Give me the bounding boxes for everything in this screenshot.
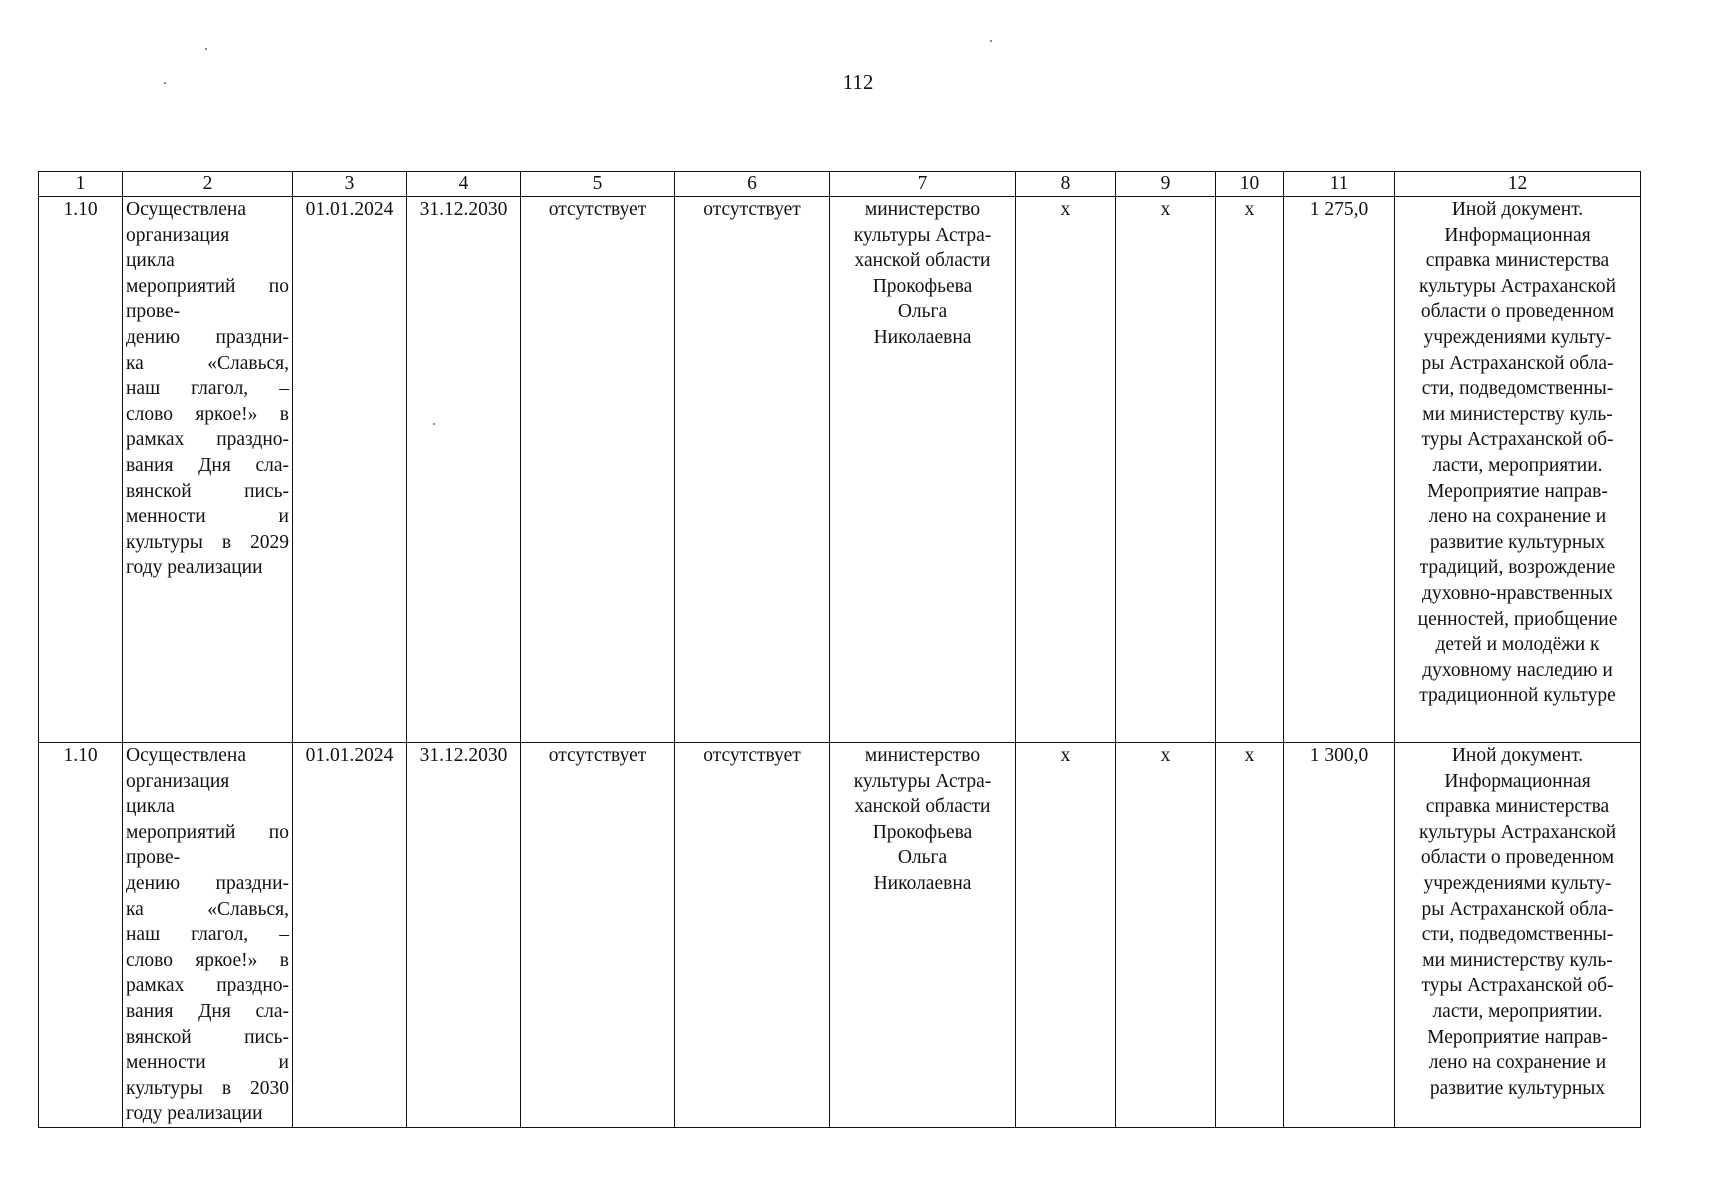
name-line: вянской пись-	[126, 480, 289, 502]
resp-line: ханской области	[854, 250, 991, 272]
confirming-document	[1395, 197, 1641, 743]
table-row	[39, 743, 1641, 1128]
doc-line: ми министерству куль-	[1422, 949, 1613, 971]
resp-line: культуры Астра-	[853, 770, 992, 792]
column-header: 9	[1116, 172, 1216, 197]
name-line: организация	[126, 770, 230, 792]
funding-amount: 1 275,0	[1284, 197, 1395, 743]
column-10-value: х	[1216, 743, 1284, 1128]
column-6-value: отсутствует	[675, 743, 830, 1128]
name-line: слово яркое!» в	[126, 403, 289, 425]
measure-name	[123, 197, 293, 743]
column-header: 2	[123, 172, 293, 197]
doc-line: сти, подведомственны-	[1421, 924, 1614, 946]
column-header: 10	[1216, 172, 1284, 197]
name-line: наш глагол, –	[126, 924, 289, 946]
column-10-value: х	[1216, 197, 1284, 743]
name-line: Осуществлена	[126, 199, 246, 220]
doc-line: учреждениями культу-	[1423, 326, 1612, 348]
scan-speck	[164, 82, 166, 84]
doc-line: области о проведенном	[1420, 301, 1615, 323]
name-line: менности и	[126, 506, 289, 528]
resp-line: Ольга	[897, 301, 948, 323]
doc-line: ласти, мероприятии.	[1432, 1000, 1603, 1022]
doc-line: Иной документ.	[1451, 199, 1584, 220]
resp-line: Ольга	[897, 847, 948, 869]
responsible-person	[830, 743, 1016, 1128]
column-header: 3	[293, 172, 407, 197]
measure-number: 1.10	[39, 743, 123, 1128]
column-header: 4	[407, 172, 521, 197]
doc-line: культуры Астраханской	[1418, 275, 1617, 297]
name-line: рамках праздно-	[126, 975, 289, 997]
responsible-person	[830, 197, 1016, 743]
doc-line: лено на сохранение и	[1428, 506, 1607, 528]
column-header: 1	[39, 172, 123, 197]
doc-line: духовному наследию и	[1422, 659, 1613, 681]
name-line: вания Дня сла-	[126, 1000, 289, 1022]
column-header: 7	[830, 172, 1016, 197]
doc-line: Мероприятие направ-	[1427, 480, 1608, 502]
doc-line: Мероприятие направ-	[1427, 1026, 1608, 1048]
doc-line: традиционной культуре	[1419, 685, 1616, 707]
measure-name	[123, 743, 293, 1128]
start-date: 01.01.2024	[293, 197, 407, 743]
doc-line: Информационная	[1444, 770, 1591, 792]
doc-line: культуры Астраханской	[1418, 821, 1617, 843]
doc-line: туры Астраханской об-	[1421, 975, 1614, 997]
doc-line: ласти, мероприятии.	[1432, 454, 1603, 476]
doc-line: учреждениями культу-	[1423, 872, 1612, 894]
name-line: культуры в 2029	[126, 531, 289, 553]
doc-line: справка министерства	[1425, 796, 1610, 818]
name-line: дению праздни-	[126, 326, 289, 348]
scan-speck	[990, 40, 992, 42]
funding-amount: 1 300,0	[1284, 743, 1395, 1128]
doc-line: ры Астраханской обла-	[1421, 352, 1614, 374]
resp-line: Прокофьева	[872, 821, 973, 843]
scan-speck	[205, 48, 207, 50]
column-header: 5	[521, 172, 675, 197]
doc-line: детей и молодёжи к	[1435, 634, 1600, 656]
doc-line: ры Астраханской обла-	[1421, 898, 1614, 920]
resp-line: Николаевна	[873, 872, 972, 894]
table-container	[38, 171, 1640, 1125]
resp-line: министерство	[864, 745, 981, 766]
end-date: 31.12.2030	[407, 743, 521, 1128]
doc-line: Информационная	[1444, 224, 1591, 246]
doc-line: духовно-нравственных	[1422, 582, 1613, 604]
resp-line: культуры Астра-	[853, 224, 992, 246]
column-8-value: х	[1016, 743, 1116, 1128]
column-header: 11	[1284, 172, 1395, 197]
doc-line: развитие культурных	[1429, 531, 1606, 553]
doc-line: сти, подведомственны-	[1421, 378, 1614, 400]
column-9-value: х	[1116, 743, 1216, 1128]
name-line: менности и	[126, 1052, 289, 1074]
start-date: 01.01.2024	[293, 743, 407, 1128]
doc-line: ценностей, приобщение	[1417, 608, 1618, 630]
name-line: вянской пись-	[126, 1026, 289, 1048]
name-line: цикла мероприятий по прове-	[126, 250, 289, 323]
column-8-value: х	[1016, 197, 1116, 743]
name-line: наш глагол, –	[126, 378, 289, 400]
column-5-value: отсутствует	[521, 743, 675, 1128]
resp-line: министерство	[864, 199, 981, 220]
name-line: организация	[126, 224, 230, 246]
name-line: Осуществлена	[126, 745, 246, 766]
confirming-document	[1395, 743, 1641, 1128]
name-line: рамках праздно-	[126, 429, 289, 451]
doc-line: туры Астраханской об-	[1421, 429, 1614, 451]
resp-line: Прокофьева	[872, 275, 973, 297]
name-line: слово яркое!» в	[126, 949, 289, 971]
end-date: 31.12.2030	[407, 197, 521, 743]
doc-line: лено на сохранение и	[1428, 1052, 1607, 1074]
measure-number: 1.10	[39, 197, 123, 743]
column-9-value: х	[1116, 197, 1216, 743]
name-line: вания Дня сла-	[126, 454, 289, 476]
doc-line: справка министерства	[1425, 250, 1610, 272]
name-line: культуры в 2030	[126, 1077, 289, 1099]
name-line: дению праздни-	[126, 872, 289, 894]
column-header: 12	[1395, 172, 1641, 197]
measures-table	[38, 171, 1641, 1128]
table-row	[39, 197, 1641, 743]
column-header: 8	[1016, 172, 1116, 197]
name-line: ка «Славься,	[126, 898, 289, 920]
resp-line: ханской области	[854, 796, 991, 818]
doc-line: ми министерству куль-	[1422, 403, 1613, 425]
header-row	[39, 172, 1641, 197]
name-line: году реализации	[126, 557, 263, 579]
column-header: 6	[675, 172, 830, 197]
column-5-value: отсутствует	[521, 197, 675, 743]
doc-line: традиций, возрождение	[1419, 557, 1616, 579]
column-6-value: отсутствует	[675, 197, 830, 743]
doc-line: области о проведенном	[1420, 847, 1615, 869]
name-line: ка «Славься,	[126, 352, 289, 374]
page-number: 112	[842, 70, 874, 94]
name-line: цикла мероприятий по прове-	[126, 796, 289, 869]
name-line: году реализации	[126, 1103, 263, 1125]
resp-line: Николаевна	[873, 326, 972, 348]
doc-line: развитие культурных	[1429, 1077, 1606, 1099]
doc-line: Иной документ.	[1451, 745, 1584, 766]
